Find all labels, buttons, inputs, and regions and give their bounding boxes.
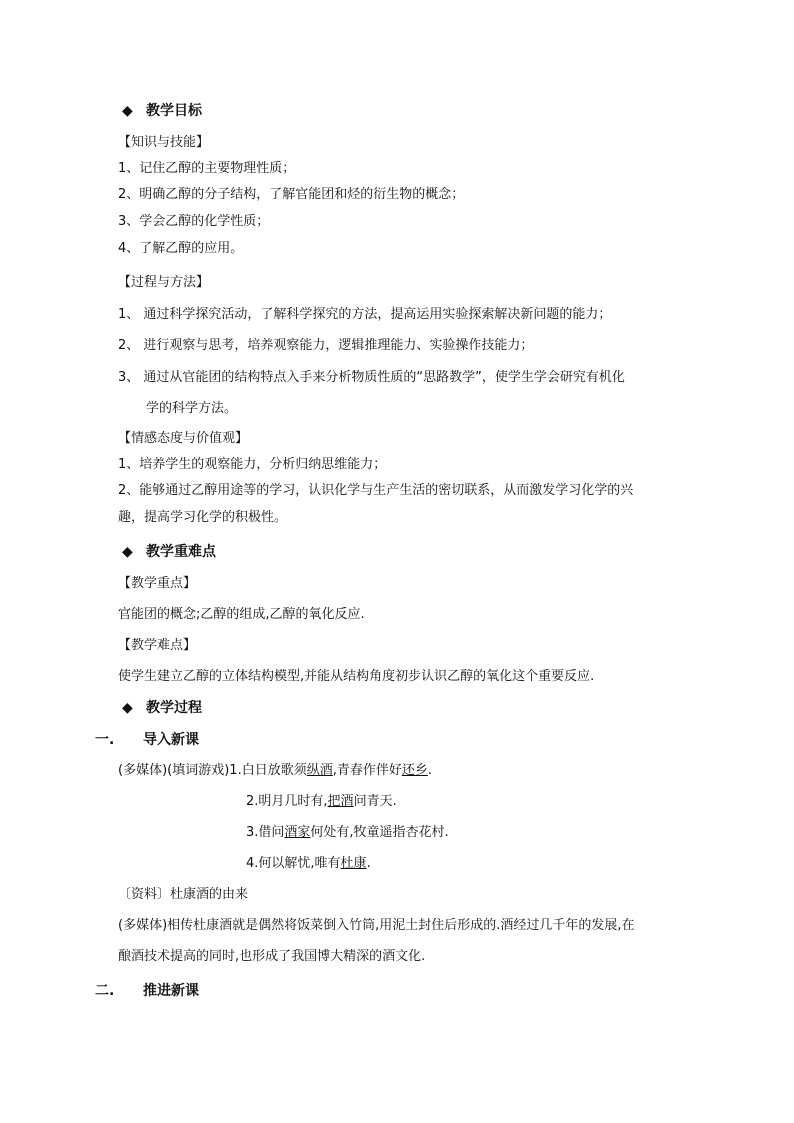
attitude-item: 1、培养学生的观察能力，分析归纳思维能力；	[118, 457, 387, 472]
heading-text: 教学重难点	[146, 544, 216, 560]
poem-text: 问青天.	[353, 794, 397, 809]
poem-text: 1.白日放歌须	[229, 763, 307, 778]
poem-intro: (多媒体)(填词游戏)	[118, 763, 230, 778]
poem-blank: 把酒	[327, 794, 354, 809]
material-label: 〔资料〕杜康酒的由来	[118, 887, 249, 902]
poem-blank: 还乡	[401, 763, 428, 778]
section-heading-keypoints	[122, 544, 216, 560]
material-text: (多媒体)相传杜康酒就是偶然将饭菜倒入竹筒,用泥土封住后形成的.酒经过几千年的发展,在	[118, 918, 635, 933]
subsection-2	[95, 983, 199, 999]
focus-text: 官能团的概念;乙醇的组成,乙醇的氧化反应.	[118, 607, 365, 622]
poem-line-3	[246, 825, 449, 841]
poem-text: 何处有,牧童遥指杏花村.	[310, 825, 449, 840]
difficulty-text: 使学生建立乙醇的立体结构模型,并能从结构角度初步认识乙醇的氧化这个重要反应.	[118, 669, 595, 684]
poem-text: 2.明月几时有,	[246, 794, 328, 809]
subsection-number: 二.	[95, 983, 115, 999]
poem-text: 3.借问	[246, 825, 285, 840]
poem-line-1	[118, 763, 432, 779]
subsection-1	[95, 732, 199, 748]
section-heading-goals	[122, 103, 202, 119]
poem-blank: 杜康	[340, 856, 367, 871]
poem-blank: 酒家	[284, 825, 311, 840]
knowledge-label: 【知识与技能】	[118, 135, 210, 150]
process-method-label: 【过程与方法】	[118, 275, 210, 290]
subsection-number: 一.	[95, 732, 115, 748]
diamond-bullet-icon: ◆	[122, 700, 133, 716]
heading-text: 教学过程	[146, 700, 202, 716]
diamond-bullet-icon: ◆	[122, 544, 133, 560]
material-text-cont: 酿酒技术提高的同时,也形成了我国博大精深的酒文化.	[118, 949, 426, 964]
poem-line-2	[246, 794, 397, 810]
attitude-item-cont: 趣，提高学习化学的积极性。	[118, 510, 288, 525]
process-method-item-cont: 学的科学方法。	[146, 401, 238, 416]
poem-text: .	[427, 763, 433, 778]
poem-blank: 纵酒	[306, 763, 333, 778]
diamond-bullet-icon: ◆	[122, 103, 133, 119]
process-method-item: 2、 进行观察与思考，培养观察能力，逻辑推理能力、实验操作技能力；	[118, 338, 534, 353]
poem-text: .	[366, 856, 371, 871]
subsection-title: 推进新课	[143, 983, 199, 999]
focus-label: 【教学重点】	[118, 576, 197, 591]
knowledge-item: 4、了解乙醇的应用。	[118, 241, 244, 256]
poem-line-4	[246, 856, 371, 872]
process-method-item: 1、 通过科学探究活动，了解科学探究的方法，提高运用实验探索解决新问题的能力；	[118, 307, 612, 322]
attitude-label: 【情感态度与价值观】	[118, 431, 249, 446]
poem-text: ,青春作伴好	[332, 763, 402, 778]
heading-text: 教学目标	[146, 103, 202, 119]
attitude-item: 2、能够通过乙醇用途等的学习，认识化学与生产生活的密切联系，从而激发学习化学的兴	[118, 483, 634, 498]
knowledge-item: 3、学会乙醇的化学性质；	[118, 214, 270, 229]
section-heading-process	[122, 700, 202, 716]
difficulty-label: 【教学难点】	[118, 638, 197, 653]
process-method-item: 3、 通过从官能团的结构特点入手来分析物质性质的“思路教学”，使学生学会研究有机化	[118, 370, 625, 385]
knowledge-item: 1、记住乙醇的主要物理性质；	[118, 161, 296, 176]
knowledge-item: 2、明确乙醇的分子结构，了解官能团和烃的衍生物的概念；	[118, 187, 465, 202]
subsection-title: 导入新课	[143, 732, 199, 748]
poem-text: 4.何以解忧,唯有	[246, 856, 341, 871]
